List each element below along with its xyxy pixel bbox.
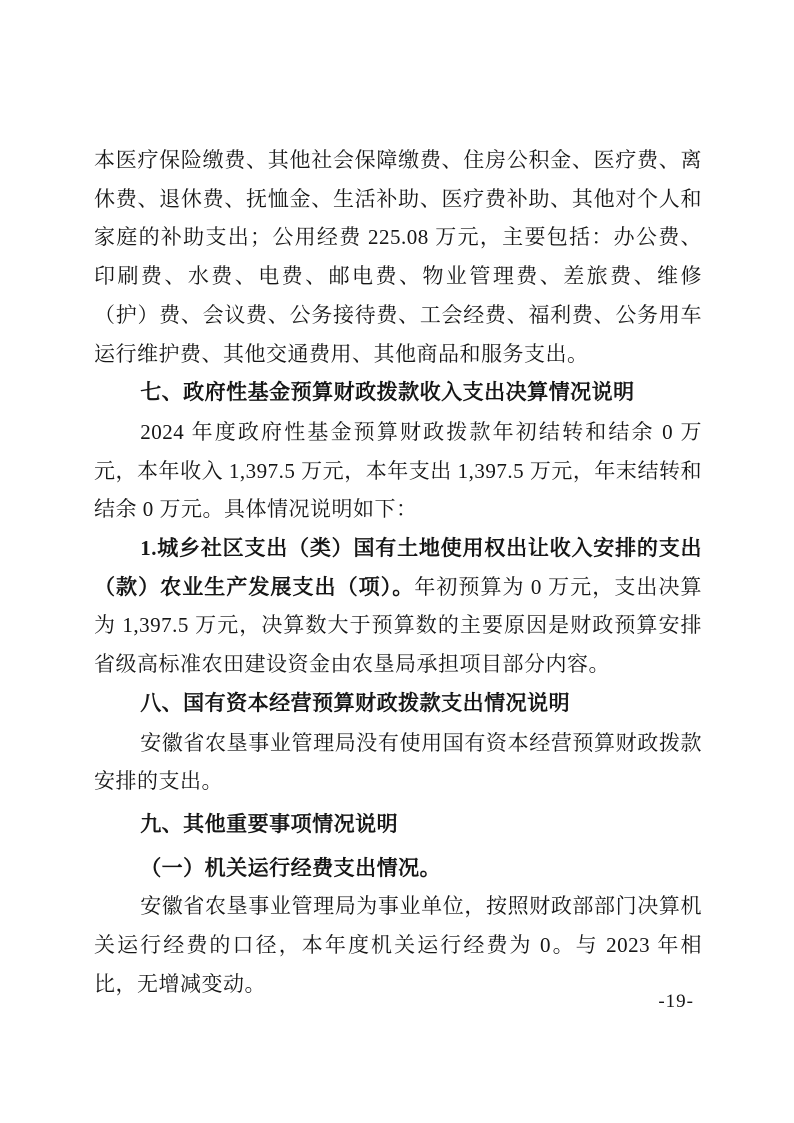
para-operating-expense: [94, 887, 702, 1003]
para-govfund-item-1-run-0: 1.城乡社区支出（类）国有土地使用权出让收入安排的支出（款）农业生产发展支出（项）。: [94, 536, 702, 599]
heading-section-9-run-0: 九、其他重要事项情况说明: [140, 812, 399, 836]
heading-section-7-run-0: 七、政府性基金预算财政拨款收入支出决算情况说明: [140, 381, 635, 405]
para-govfund-item-1-run-1: 年初预算为 0 万元，支出决算为 1,397.5 万元，决算数大于预算数的主要原因是财政预算安排省级高标准农田建设资金由农垦局承担项目部分内容。: [94, 574, 703, 677]
heading-section-9: [94, 805, 702, 845]
para-govfund-summary: [94, 413, 702, 529]
para-personal-subsidy-public-expense-run-0: 本医疗保险缴费、其他社会保障缴费、住房公积金、医疗费、离休费、退休费、抚恤金、生活补助、医疗费补助、其他对个人和家庭的补助支出；公用经费 225.08 万元，主要包括：办公费、印刷费、水费、电费、邮电费、物业管理费、差旅费、维修（护）费、会议费、公务接待费、工会经费、福利费、公务用车运行维护费、其他交通费用、其他商品和服务支出。: [94, 148, 702, 366]
para-govfund-summary-run-0: 2024 年度政府性基金预算财政拨款年初结转和结余 0 万元，本年收入 1,397.5 万元，本年支出 1,397.5 万元，年末结转和结余 0 万元。具体情况说明如下：: [94, 419, 702, 522]
para-govfund-item-1: [94, 529, 702, 684]
para-state-capital-budget-run-0: 安徽省农垦事业管理局没有使用国有资本经营预算财政拨款安排的支出。: [94, 730, 702, 794]
heading-section-7: [94, 373, 702, 413]
para-personal-subsidy-public-expense: [94, 141, 702, 373]
para-state-capital-budget: [94, 724, 702, 801]
page-number: -19-: [658, 991, 694, 1012]
para-operating-expense-run-0: 安徽省农垦事业管理局为事业单位，按照财政部部门决算机关运行经费的口径，本年度机关运行经费为 0。与 2023 年相比，无增减变动。: [94, 894, 702, 996]
heading-section-8-run-0: 八、国有资本经营预算财政拨款支出情况说明: [140, 691, 571, 715]
heading-section-9-1: [94, 849, 702, 888]
page-footer: [658, 991, 694, 1013]
heading-section-8: [94, 684, 702, 724]
heading-section-9-1-run-0: （一）机关运行经费支出情况。: [140, 855, 442, 880]
document-body: [94, 141, 702, 1003]
